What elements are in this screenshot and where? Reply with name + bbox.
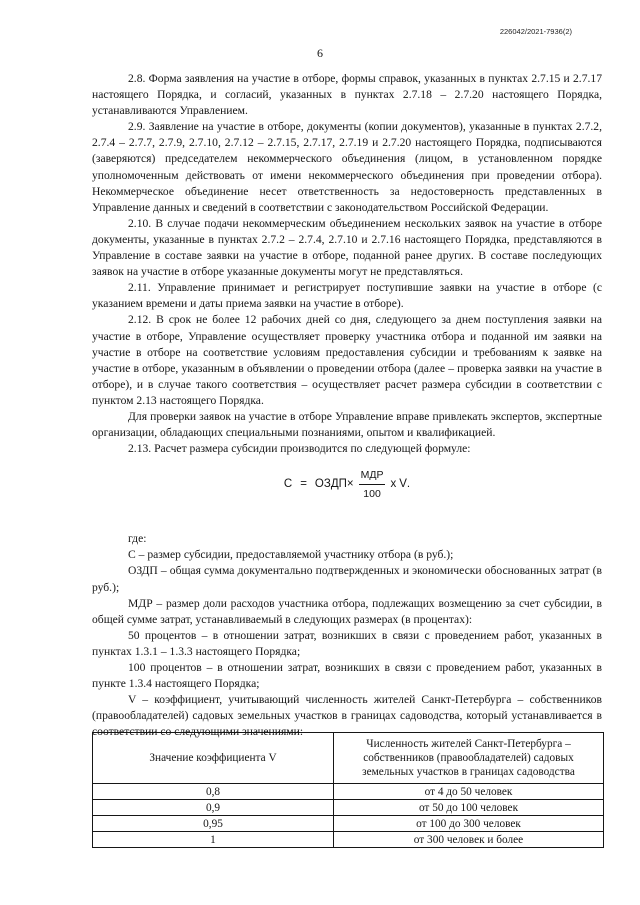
definition-where: где: <box>128 532 147 546</box>
definition-mdr: МДР – размер доли расходов участника отбора, подлежащих возмещению за счет субсидии, в общей сумме затрат, устанавливаемый в следующих размерах (в процентах): <box>92 596 602 626</box>
table-header-population: Численность жителей Санкт-Петербурга – собственников (правообладателей) садовых земельных участков в границах садоводства <box>334 733 604 784</box>
paragraph-2-10: 2.10. В случае подачи некоммерческим объединением нескольких заявок на участие в отборе документы, указанные в пунктах 2.7.2 – 2.7.4, 2.7.10 и 2.7.16 настоящего Порядка, представляются в Управление в составе заявки на участие в отборе, поданной ранее других. В составе последующих заявок на участие в отборе указанные документы могут не представляться. <box>92 216 602 279</box>
coefficient-table <box>92 732 604 848</box>
definition-50-percent: 50 процентов – в отношении затрат, возникших в связи с проведением работ, указанных в пунктах 1.3.1 – 1.3.3 настоящего Порядка; <box>92 628 602 658</box>
formula-times-2: х <box>390 478 397 491</box>
table-header-coefficient: Значение коэффициента V <box>93 733 334 784</box>
page-number: 6 <box>317 46 323 60</box>
formula-equals: = <box>300 478 307 491</box>
table-cell-population: от 300 человек и более <box>334 832 604 848</box>
table-row <box>93 800 604 816</box>
definition-c: С – размер субсидии, предоставляемой участнику отбора (в руб.); <box>128 548 454 562</box>
paragraph-experts: Для проверки заявок на участие в отборе Управление вправе привлекать экспертов, экспертные организации, обладающих специальными познаниями, опытом и квалификацией. <box>92 409 602 440</box>
table-cell-population: от 50 до 100 человек <box>334 800 604 816</box>
paragraph-2-11: 2.11. Управление принимает и регистрирует поступившие заявки на участие в отборе (с указанием времени и даты приема заявки на участие в отборе). <box>92 281 602 311</box>
definition-v: V – коэффициент, учитывающий численность жителей Санкт-Петербурга – собственников (правообладателей) садовых земельных участков в границах садоводства, который устанавливается в соответствии со следующими значениями: <box>92 693 602 739</box>
formula-times-1: × <box>346 478 354 491</box>
formula-lhs: С <box>283 478 293 491</box>
table-row <box>93 832 604 848</box>
table-row <box>93 816 604 832</box>
subsidy-formula <box>92 461 602 507</box>
formula-denominator: 100 <box>363 487 381 500</box>
table-header-row <box>93 733 604 784</box>
definition-ozdp: ОЗДП – общая сумма документально подтвержденных и экономически обоснованных затрат (в руб.); <box>92 564 602 594</box>
formula-v: V <box>399 478 407 491</box>
table-cell-population: от 100 до 300 человек <box>334 816 604 832</box>
formula-fraction <box>359 467 386 502</box>
document-id: 226042/2021-7936(2) <box>499 27 572 36</box>
paragraph-2-8: 2.8. Форма заявления на участие в отборе, формы справок, указанных в пунктах 2.7.15 и 2.7.17 настоящего Порядка, и согласий, указанных в пунктах 2.7.18 – 2.7.20 настоящего Порядка, устанавливаются Управлением. <box>92 72 602 118</box>
table-cell-coefficient: 0,9 <box>93 800 334 816</box>
formula-term-ozdp: ОЗДП <box>314 478 347 491</box>
paragraph-2-9: 2.9. Заявление на участие в отборе, документы (копии документов), указанные в пунктах 2.7.2, 2.7.4 – 2.7.7, 2.7.9, 2.7.10, 2.7.12 – 2.7.15, 2.7.17, 2.7.19 и 2.7.20 настоящего Порядка, подписываются (заверяются) председателем некоммерческого объединения (лицом, в установленном порядке уполномоченным действовать от имени некоммерческого объединения при проведении отбора). Некоммерческое объединение несет ответственность за недостоверность представленных в Управление данных и сведений в соответствии с законодательством Российской Федерации. <box>92 120 602 214</box>
definition-100-percent: 100 процентов – в отношении затрат, возникших в связи с проведением работ, указанных в пункте 1.3.4 настоящего Порядка; <box>92 661 602 691</box>
document-body <box>92 71 602 740</box>
paragraph-2-13: 2.13. Расчет размера субсидии производится по следующей формуле: <box>128 442 471 456</box>
paragraph-2-12: 2.12. В срок не более 12 рабочих дней со дня, следующего за днем поступления заявки на участие в отборе, Управление осуществляет проверку участника отбора и поданной им заявки на участие в отборе на соответствие условиям предоставления субсидии и требованиям к заявке на участие в отборе, указанным в объявлении о проведении отбора (далее – проверка заявки на участие в отборе), и в случае такого соответствия – осуществляет расчет размера субсидии в соответствии с пунктом 2.13 настоящего Порядка. <box>92 313 602 407</box>
formula-numerator: МДР <box>359 467 386 485</box>
table-row <box>93 784 604 800</box>
table-cell-coefficient: 0,8 <box>93 784 334 800</box>
formula-dot: . <box>406 478 411 491</box>
table-cell-coefficient: 0,95 <box>93 816 334 832</box>
table-cell-coefficient: 1 <box>93 832 334 848</box>
table-cell-population: от 4 до 50 человек <box>334 784 604 800</box>
